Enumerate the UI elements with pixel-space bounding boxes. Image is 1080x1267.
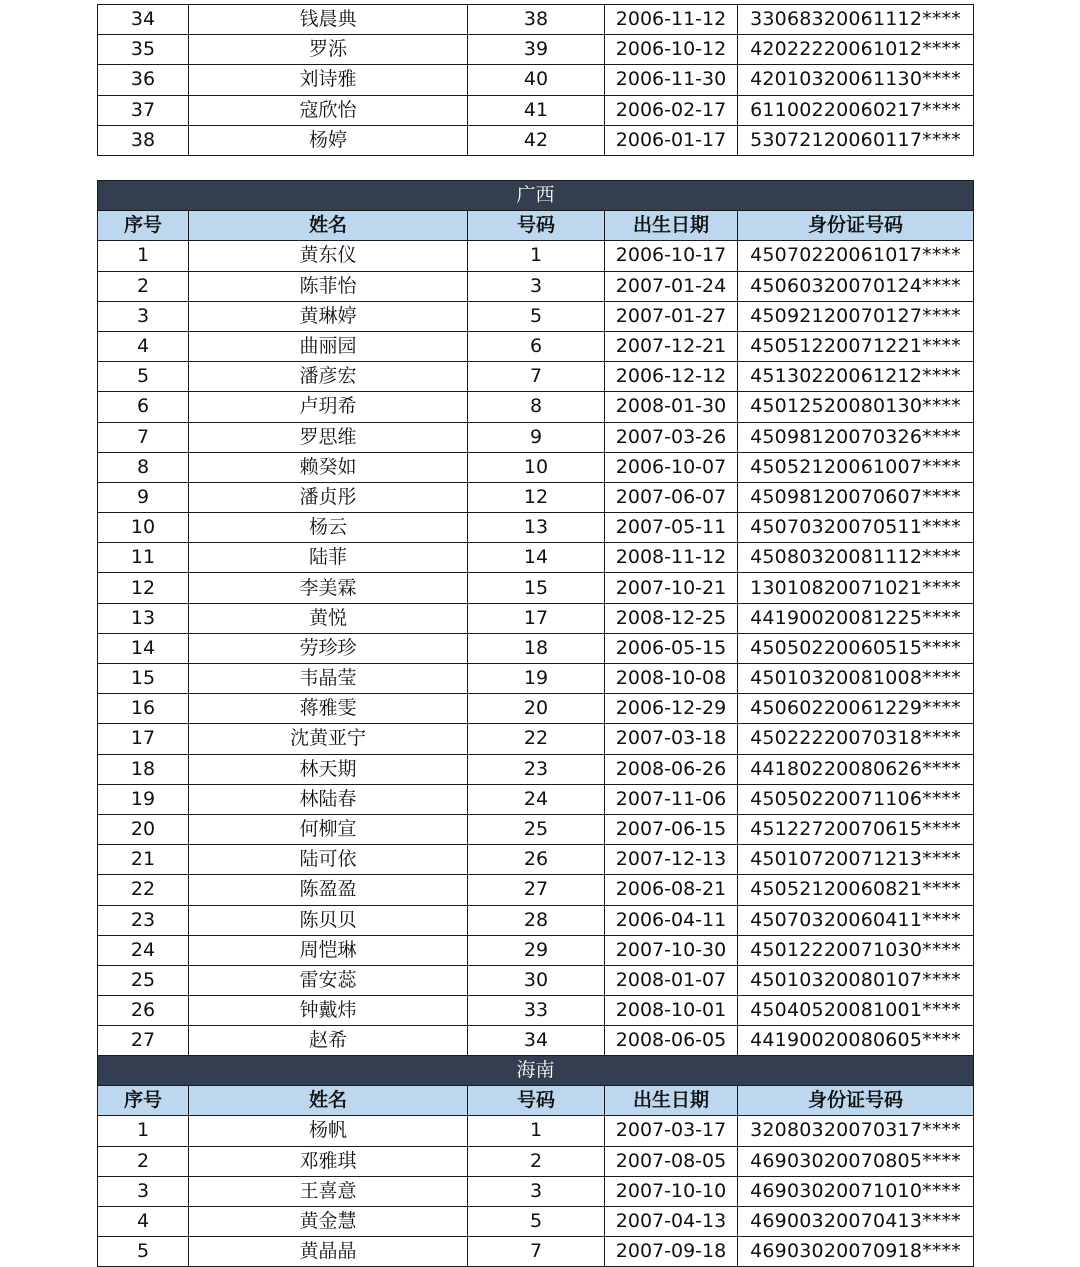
cell-birthdate: 2007-03-18 [605, 724, 738, 754]
cell-number: 29 [468, 935, 605, 965]
cell-birthdate: 2006-12-12 [605, 362, 738, 392]
cell-birthdate: 2008-11-12 [605, 543, 738, 573]
table-row [98, 5, 974, 35]
cell-birthdate: 2007-08-05 [605, 1146, 738, 1176]
cell-index: 17 [98, 724, 189, 754]
cell-birthdate: 2007-10-10 [605, 1176, 738, 1206]
cell-id-number: 45052120060821**** [738, 875, 974, 905]
cell-birthdate: 2008-10-08 [605, 664, 738, 694]
cell-number: 1 [468, 241, 605, 271]
cell-birthdate: 2007-11-06 [605, 784, 738, 814]
cell-index: 23 [98, 905, 189, 935]
cell-id-number: 42010320061130**** [738, 65, 974, 95]
cell-name: 劳珍珍 [189, 633, 468, 663]
table-row [98, 95, 974, 125]
cell-number: 15 [468, 573, 605, 603]
table-row [98, 814, 974, 844]
cell-name: 曲丽园 [189, 331, 468, 361]
table-row [98, 301, 974, 331]
cell-id-number: 45012520080130**** [738, 392, 974, 422]
cell-number: 10 [468, 452, 605, 482]
col-header-name: 姓名 [189, 1086, 468, 1116]
cell-birthdate: 2007-09-18 [605, 1237, 738, 1267]
cell-birthdate: 2006-02-17 [605, 95, 738, 125]
cell-birthdate: 2007-01-24 [605, 271, 738, 301]
header-row [98, 1086, 974, 1116]
cell-id-number: 45050220071106**** [738, 784, 974, 814]
table-row [98, 125, 974, 155]
cell-index: 7 [98, 422, 189, 452]
cell-name: 黄金慧 [189, 1206, 468, 1236]
cell-id-number: 45070320070511**** [738, 513, 974, 543]
table-row [98, 362, 974, 392]
cell-name: 李美霖 [189, 573, 468, 603]
cell-id-number: 45022220070318**** [738, 724, 974, 754]
col-header-name: 姓名 [189, 211, 468, 241]
cell-index: 1 [98, 241, 189, 271]
col-header-id-number: 身份证号码 [738, 211, 974, 241]
table-row [98, 875, 974, 905]
cell-name: 卢玥希 [189, 392, 468, 422]
cell-id-number: 33068320061112**** [738, 5, 974, 35]
cell-id-number: 45050220060515**** [738, 633, 974, 663]
cell-id-number: 44190020080605**** [738, 1026, 974, 1056]
cell-index: 11 [98, 543, 189, 573]
table-row [98, 754, 974, 784]
cell-name: 罗思维 [189, 422, 468, 452]
cell-number: 39 [468, 35, 605, 65]
cell-index: 4 [98, 1206, 189, 1236]
cell-number: 42 [468, 125, 605, 155]
cell-name: 雷安蕊 [189, 965, 468, 995]
cell-index: 25 [98, 965, 189, 995]
cell-birthdate: 2008-06-05 [605, 1026, 738, 1056]
cell-name: 林天期 [189, 754, 468, 784]
table-body [98, 1116, 974, 1267]
cell-index: 9 [98, 482, 189, 512]
cell-birthdate: 2007-03-26 [605, 422, 738, 452]
cell-id-number: 45098120070326**** [738, 422, 974, 452]
cell-number: 24 [468, 784, 605, 814]
cell-birthdate: 2006-10-12 [605, 35, 738, 65]
cell-id-number: 44180220080626**** [738, 754, 974, 784]
cell-name: 王喜意 [189, 1176, 468, 1206]
cell-id-number: 46903020070805**** [738, 1146, 974, 1176]
cell-index: 38 [98, 125, 189, 155]
table-row [98, 241, 974, 271]
cell-number: 22 [468, 724, 605, 754]
cell-birthdate: 2008-12-25 [605, 603, 738, 633]
col-header-index: 序号 [98, 211, 189, 241]
cell-birthdate: 2006-10-17 [605, 241, 738, 271]
cell-birthdate: 2007-10-30 [605, 935, 738, 965]
cell-index: 16 [98, 694, 189, 724]
table-row [98, 1206, 974, 1236]
cell-name: 韦晶莹 [189, 664, 468, 694]
cell-id-number: 46903020070918**** [738, 1237, 974, 1267]
cell-id-number: 45130220061212**** [738, 362, 974, 392]
cell-name: 黄东仪 [189, 241, 468, 271]
cell-name: 陆菲 [189, 543, 468, 573]
table-row [98, 271, 974, 301]
cell-number: 30 [468, 965, 605, 995]
cell-birthdate: 2006-11-12 [605, 5, 738, 35]
cell-name: 黄琳婷 [189, 301, 468, 331]
cell-id-number: 45012220071030**** [738, 935, 974, 965]
cell-number: 9 [468, 422, 605, 452]
cell-number: 20 [468, 694, 605, 724]
col-header-id-number: 身份证号码 [738, 1086, 974, 1116]
cell-name: 蒋雅雯 [189, 694, 468, 724]
cell-index: 12 [98, 573, 189, 603]
cell-birthdate: 2006-04-11 [605, 905, 738, 935]
cell-index: 37 [98, 95, 189, 125]
cell-name: 赵希 [189, 1026, 468, 1056]
cell-name: 潘贞彤 [189, 482, 468, 512]
cell-name: 钟戴炜 [189, 996, 468, 1026]
cell-number: 27 [468, 875, 605, 905]
cell-number: 38 [468, 5, 605, 35]
cell-id-number: 53072120060117**** [738, 125, 974, 155]
cell-birthdate: 2006-05-15 [605, 633, 738, 663]
table-row [98, 935, 974, 965]
cell-birthdate: 2008-10-01 [605, 996, 738, 1026]
cell-number: 40 [468, 65, 605, 95]
table-row [98, 724, 974, 754]
cell-index: 26 [98, 996, 189, 1026]
cell-number: 33 [468, 996, 605, 1026]
cell-name: 周恺琳 [189, 935, 468, 965]
cell-id-number: 45040520081001**** [738, 996, 974, 1026]
col-header-index: 序号 [98, 1086, 189, 1116]
table-row [98, 35, 974, 65]
cell-birthdate: 2006-08-21 [605, 875, 738, 905]
cell-index: 5 [98, 1237, 189, 1267]
cell-birthdate: 2007-12-13 [605, 845, 738, 875]
cell-birthdate: 2008-01-30 [605, 392, 738, 422]
cell-number: 6 [468, 331, 605, 361]
cell-index: 18 [98, 754, 189, 784]
col-header-number: 号码 [468, 211, 605, 241]
cell-id-number: 44190020081225**** [738, 603, 974, 633]
cell-name: 潘彦宏 [189, 362, 468, 392]
cell-birthdate: 2007-06-15 [605, 814, 738, 844]
cell-name: 寇欣怡 [189, 95, 468, 125]
cell-index: 4 [98, 331, 189, 361]
table-row [98, 633, 974, 663]
cell-index: 2 [98, 271, 189, 301]
table-row [98, 664, 974, 694]
table-row [98, 573, 974, 603]
cell-index: 34 [98, 5, 189, 35]
table-row [98, 694, 974, 724]
table-row [98, 422, 974, 452]
cell-id-number: 61100220060217**** [738, 95, 974, 125]
table-row [98, 1026, 974, 1056]
cell-number: 7 [468, 362, 605, 392]
col-header-number: 号码 [468, 1086, 605, 1116]
cell-index: 8 [98, 452, 189, 482]
cell-number: 1 [468, 1116, 605, 1146]
cell-name: 罗泺 [189, 35, 468, 65]
cell-id-number: 45010320081008**** [738, 664, 974, 694]
cell-number: 5 [468, 301, 605, 331]
table-row [98, 784, 974, 814]
section-title: 海南 [98, 1056, 974, 1086]
cell-name: 陆可依 [189, 845, 468, 875]
cell-index: 27 [98, 1026, 189, 1056]
cell-name: 陈贝贝 [189, 905, 468, 935]
cell-id-number: 45060220061229**** [738, 694, 974, 724]
cell-name: 赖癸如 [189, 452, 468, 482]
cell-index: 6 [98, 392, 189, 422]
cell-id-number: 45098120070607**** [738, 482, 974, 512]
cell-number: 3 [468, 271, 605, 301]
table-body [98, 5, 974, 156]
table-row [98, 1237, 974, 1267]
cell-number: 18 [468, 633, 605, 663]
cell-id-number: 42022220061012**** [738, 35, 974, 65]
cell-id-number: 45080320081112**** [738, 543, 974, 573]
cell-birthdate: 2008-06-26 [605, 754, 738, 784]
cell-index: 35 [98, 35, 189, 65]
cell-birthdate: 2006-11-30 [605, 65, 738, 95]
table-row [98, 482, 974, 512]
cell-birthdate: 2007-06-07 [605, 482, 738, 512]
table-row [98, 513, 974, 543]
cell-id-number: 45051220071221**** [738, 331, 974, 361]
cell-number: 23 [468, 754, 605, 784]
cell-index: 3 [98, 1176, 189, 1206]
header-row [98, 211, 974, 241]
cell-index: 1 [98, 1116, 189, 1146]
cell-number: 14 [468, 543, 605, 573]
cell-index: 3 [98, 301, 189, 331]
cell-index: 21 [98, 845, 189, 875]
cell-index: 10 [98, 513, 189, 543]
cell-id-number: 45052120061007**** [738, 452, 974, 482]
table-row [98, 1116, 974, 1146]
cell-id-number: 13010820071021**** [738, 573, 974, 603]
cell-birthdate: 2006-10-07 [605, 452, 738, 482]
table-row [98, 603, 974, 633]
cell-id-number: 32080320070317**** [738, 1116, 974, 1146]
table-row [98, 1146, 974, 1176]
cell-number: 7 [468, 1237, 605, 1267]
cell-index: 22 [98, 875, 189, 905]
cell-number: 17 [468, 603, 605, 633]
cell-number: 13 [468, 513, 605, 543]
cell-name: 邓雅琪 [189, 1146, 468, 1176]
cell-id-number: 45122720070615**** [738, 814, 974, 844]
cell-index: 15 [98, 664, 189, 694]
col-header-birthdate: 出生日期 [605, 211, 738, 241]
cell-name: 林陆春 [189, 784, 468, 814]
table-row [98, 905, 974, 935]
cell-id-number: 45010720071213**** [738, 845, 974, 875]
cell-index: 13 [98, 603, 189, 633]
cell-number: 26 [468, 845, 605, 875]
cell-id-number: 45070220061017**** [738, 241, 974, 271]
cell-number: 2 [468, 1146, 605, 1176]
cell-birthdate: 2007-01-27 [605, 301, 738, 331]
cell-number: 25 [468, 814, 605, 844]
cell-number: 28 [468, 905, 605, 935]
cell-name: 杨帆 [189, 1116, 468, 1146]
table-row [98, 543, 974, 573]
table-row [98, 845, 974, 875]
cell-id-number: 45010320080107**** [738, 965, 974, 995]
cell-name: 钱晨典 [189, 5, 468, 35]
cell-index: 5 [98, 362, 189, 392]
table-body [98, 241, 974, 1056]
cell-index: 36 [98, 65, 189, 95]
cell-number: 8 [468, 392, 605, 422]
cell-name: 沈黄亚宁 [189, 724, 468, 754]
cell-number: 5 [468, 1206, 605, 1236]
table-row [98, 331, 974, 361]
cell-id-number: 45092120070127**** [738, 301, 974, 331]
roster-table-continued [97, 4, 974, 156]
cell-birthdate: 2008-01-07 [605, 965, 738, 995]
table-row [98, 452, 974, 482]
table-row [98, 1176, 974, 1206]
cell-index: 19 [98, 784, 189, 814]
cell-id-number: 46900320070413**** [738, 1206, 974, 1236]
col-header-birthdate: 出生日期 [605, 1086, 738, 1116]
cell-birthdate: 2006-12-29 [605, 694, 738, 724]
cell-birthdate: 2007-03-17 [605, 1116, 738, 1146]
cell-number: 3 [468, 1176, 605, 1206]
cell-index: 2 [98, 1146, 189, 1176]
cell-birthdate: 2007-12-21 [605, 331, 738, 361]
cell-name: 杨婷 [189, 125, 468, 155]
table-row [98, 392, 974, 422]
roster-table-hainan [97, 1055, 974, 1267]
cell-birthdate: 2007-05-11 [605, 513, 738, 543]
cell-name: 黄晶晶 [189, 1237, 468, 1267]
cell-name: 杨云 [189, 513, 468, 543]
roster-table-guangxi [97, 180, 974, 1056]
cell-index: 24 [98, 935, 189, 965]
cell-name: 黄悦 [189, 603, 468, 633]
cell-index: 20 [98, 814, 189, 844]
cell-name: 刘诗雅 [189, 65, 468, 95]
cell-name: 陈盈盈 [189, 875, 468, 905]
cell-name: 陈菲怡 [189, 271, 468, 301]
cell-id-number: 46903020071010**** [738, 1176, 974, 1206]
cell-name: 何柳宣 [189, 814, 468, 844]
table-row [98, 965, 974, 995]
cell-number: 34 [468, 1026, 605, 1056]
section-title: 广西 [98, 181, 974, 211]
cell-birthdate: 2006-01-17 [605, 125, 738, 155]
cell-birthdate: 2007-04-13 [605, 1206, 738, 1236]
cell-birthdate: 2007-10-21 [605, 573, 738, 603]
cell-number: 41 [468, 95, 605, 125]
cell-index: 14 [98, 633, 189, 663]
table-row [98, 65, 974, 95]
cell-id-number: 45070320060411**** [738, 905, 974, 935]
cell-number: 19 [468, 664, 605, 694]
table-row [98, 996, 974, 1026]
cell-number: 12 [468, 482, 605, 512]
cell-id-number: 45060320070124**** [738, 271, 974, 301]
